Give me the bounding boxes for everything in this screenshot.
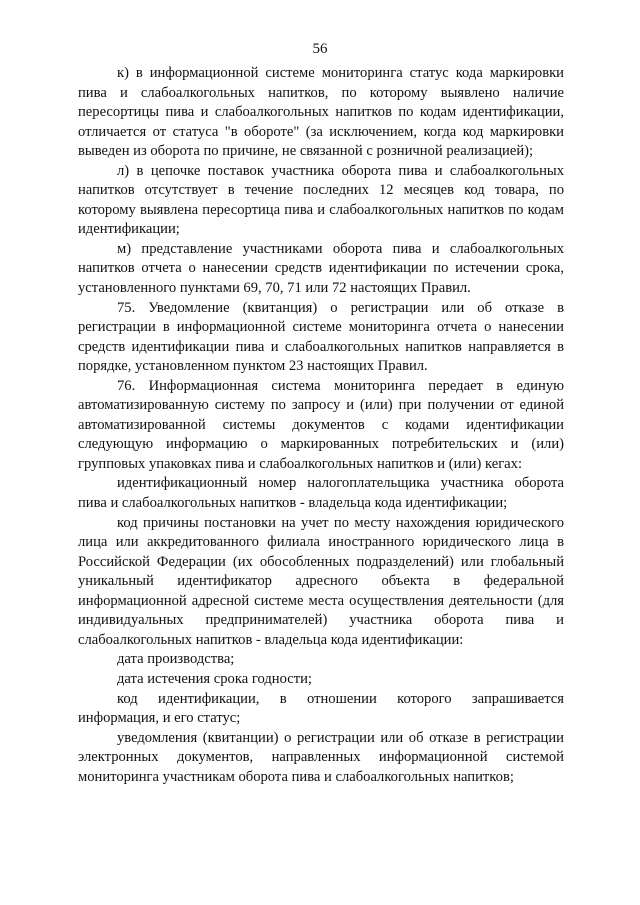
paragraph-kpp: код причины постановки на учет по месту нахождения юридического лица или аккредитованного филиала иностранного юридического лица в Российской Федерации (их обособленных подразделений) или глобальный уникальный идентификатор адресного объекта в федеральной информационной адресной системе места осуществления деятельности (для индивидуальных предпринимателей) участника оборота пива и слабоалкогольных напитков - владельца кода идентификации: — [78, 514, 564, 648]
paragraph-identification-code: код идентификации, в отношении которого запрашивается информация, и его статус; — [78, 690, 564, 727]
paragraph-production-date: дата производства; — [117, 651, 235, 668]
page-number: 56 — [312, 41, 328, 57]
paragraph-section-76: 76. Информационная система мониторинга передает в единую автоматизированную систему по запросу и (или) при получении от единой автоматизированной системы документов с кодами идентификации следующую информацию о маркированных потребительских и (или) групповых упаковках пива и слабоалкогольных напитков и (или) кегах: — [78, 377, 564, 472]
paragraph-expiry-date: дата истечения срока годности; — [117, 670, 312, 687]
paragraph-item-k: к) в информационной системе мониторинга статус кода маркировки пива и слабоалкогольных напитков, по которому выявлено наличие пересортицы пива и слабоалкогольных напитков по кодам идентификации, отличается от статуса "в обороте" (за исключением, когда код маркировки выведен из оборота по причине, не связанной с розничной реализацией); — [78, 65, 564, 160]
paragraph-item-m: м) представление участниками оборота пива и слабоалкогольных напитков отчета о нанесении средств идентификации по истечении срока, установленного пунктами 69, 70, 71 или 72 настоящих Правил. — [78, 240, 564, 297]
document-body — [78, 64, 564, 787]
paragraph-section-75: 75. Уведомление (квитанция) о регистрации или об отказе в регистрации в информационной системе мониторинга отчета о нанесении средств идентификации пива и слабоалкогольных напитков направляется в порядке, установленном пунктом 23 настоящих Правил. — [78, 299, 564, 375]
paragraph-item-l: л) в цепочке поставок участника оборота пива и слабоалкогольных напитков отсутствует в течение последних 12 месяцев код товара, по которому выявлена пересортица пива и слабоалкогольных напитков по кодам идентификации; — [78, 162, 564, 238]
paragraph-inn: идентификационный номер налогоплательщика участника оборота пива и слабоалкогольных напитков - владельца кода идентификации; — [78, 475, 564, 512]
paragraph-notifications: уведомления (квитанции) о регистрации или об отказе в регистрации электронных документов, направленных информационной системой мониторинга участникам оборота пива и слабоалкогольных напитков; — [78, 729, 564, 785]
